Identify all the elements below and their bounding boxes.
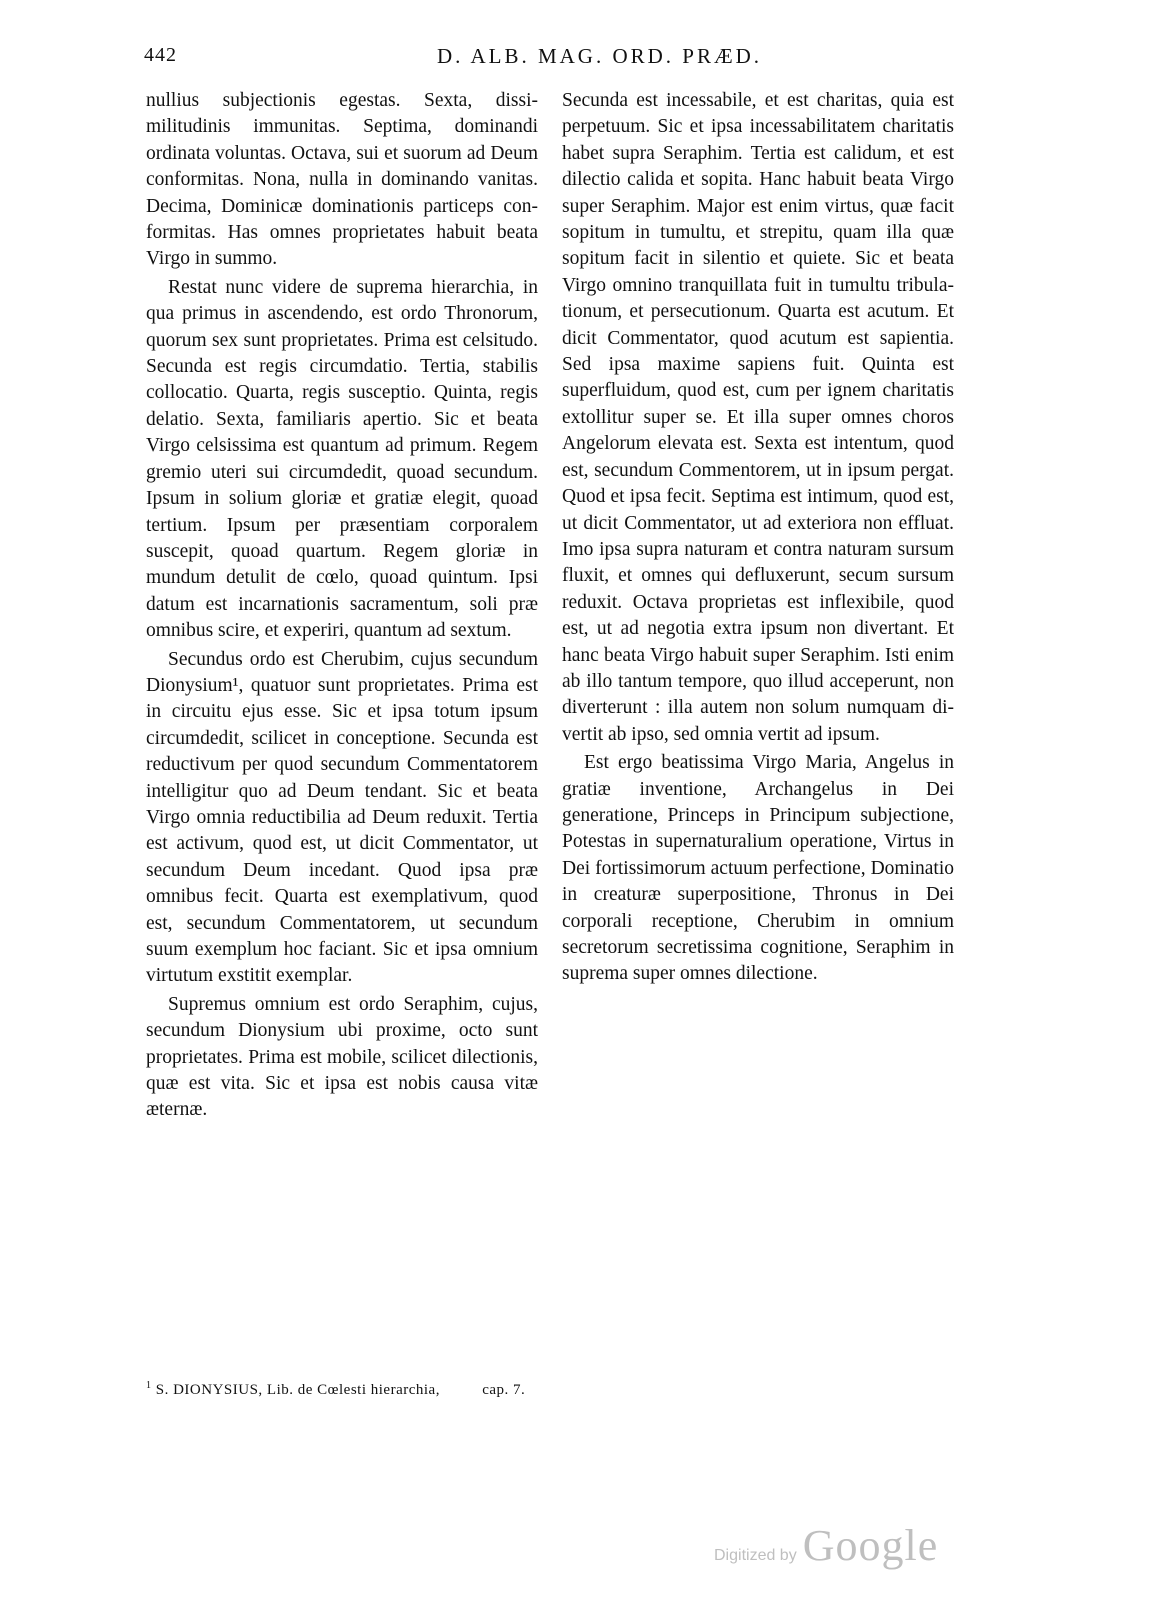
footnote-text: S. DIONYSIUS, Lib. de Cœlesti hierarchia, [155, 1382, 440, 1398]
page-number: 442 [144, 44, 177, 66]
left-column [146, 88, 538, 1126]
paragraph: Est ergo beatissima Virgo Maria, Angelus in gratiæ inventione, Archangelus in Dei generatione, Princeps in Principum subjectione, Potestas in supernaturalium operatione, Virtus in Dei fortissimorum actuum perfectione, Dominatio in creaturæ superpositione, Thronus in Dei corporali receptione, Cherubim in omnium secretorum secretissima cognitione, Seraphim in suprema super omnes dilectione. [562, 752, 954, 985]
footnote-marker: 1 [146, 1380, 152, 1391]
digitized-watermark [714, 1520, 938, 1571]
footnote-reference: cap. 7. [482, 1382, 526, 1398]
right-column [562, 88, 954, 990]
paragraph: Secundus ordo est Cherubim, cujus secundum Dionysium¹, quatuor sunt proprietates. Prima est in circuitu ejus esse. Sic et ipsa totum ipsum circumdedit, scilicet in conceptione. Secunda est reductivum per quod secundum Commentatorem intelligitur quo ad Deum tendant. Sic et beata Virgo omnia reductibilia ad Deum reduxit. Tertia est activum, quod est, ut dicit Commentator, ut secundum Deum incedant. Quod ipsa præ omnibus fecit. Quarta est exemplativum, quod est, secundum Commentatorem, ut secundum suum exemplum hoc faciant. Sic et ipsa omnium virtutum exstitit exemplar. [146, 648, 538, 987]
google-logo: Google [802, 1521, 939, 1570]
watermark-prefix: Digitized by [714, 1547, 797, 1564]
paragraph: Secunda est incessabile, et est charitas, quia est perpetuum. Sic et ipsa incessabilitatem charitatis habet supra Seraphim. Tertia est calidum, et est dilectio calida et sopita. Hanc habuit beata Virgo super Seraphim. Major est enim virtus, quæ facit sopitum in tumultu, et strepitu, quam illa quæ sopitum facit in silentio et quiete. Sic et beata Virgo omnino tranquillata fuit in tumultu tribulationum, et persecutionum. Quarta est acutum. Et dicit Commentator, quod acutum est sapientia. Sed ipsa maxime sapiens fuit. Quinta est superfluidum, quod est, cum per ignem charitatis extollitur super se. Et illa super omnes choros Angelorum elevata est. Sexta est intentum, quod est, secundum Commentorem, ut in ipsum pergat. Quod et ipsa fecit. Septima est intimum, quod est, ut dicit Commentator, ut ad exteriora non effluat. Imo ipsa supra naturam et contra naturam sursum fluxit, et omnes qui defluxerunt, secum sursum reduxit. Octava proprietas est inflexibile, quod est, ut ad negotia extra ipsum non divertant. Et hanc beata Virgo habuit super Seraphim. Isti enim ab illo tantum tempore, quo illud acceperunt, non diverterunt : illa autem non solum numquam divertit ab ipso, sed omnia vertit ad ipsum. [562, 90, 954, 745]
paragraph: Restat nunc videre de suprema hierarchia, in qua primus in ascendendo, est ordo Thronorum, quorum sex sunt proprietates. Prima est celsitudo. Secunda est regis circumdatio. Tertia, stabilis collocatio. Quarta, regis susceptio. Quinta, regis delatio. Sexta, familiaris apertio. Sic et beata Virgo celsissima est quantum ad primum. Regem gremio uteri sui circumdedit, quoad secundum. Ipsum in solium gloriæ et gratiæ elegit, quoad tertium. Ipsum per præsentiam corporalem suscepit, quoad quartum. Regem gloriæ in mundum detulit de cœlo, quoad quintum. Ipsi datum est incarnationis sacramentum, soli præ omnibus scire, et experiri, quantum ad sextum. [146, 276, 538, 642]
footnote [146, 1380, 946, 1399]
paragraph: Supremus omnium est ordo Seraphim, cujus, secundum Dionysium ubi proxime, octo sunt proprietates. Prima est mobile, scilicet dilectionis, quæ est vita. Sic et ipsa est nobis causa vitæ æternæ. [146, 993, 538, 1121]
running-title: D. ALB. MAG. ORD. PRÆD. [436, 44, 763, 68]
paragraph: nullius subjectionis egestas. Sexta, dissimilitudinis immunitas. Septima, dominandi ordinata voluntas. Octava, sui et suorum ad Deum conformitas. Nona, nulla in dominando vanitas. Decima, Dominicæ dominationis particeps conformitas. Has omnes proprietates habuit beata Virgo in summo. [146, 90, 538, 270]
